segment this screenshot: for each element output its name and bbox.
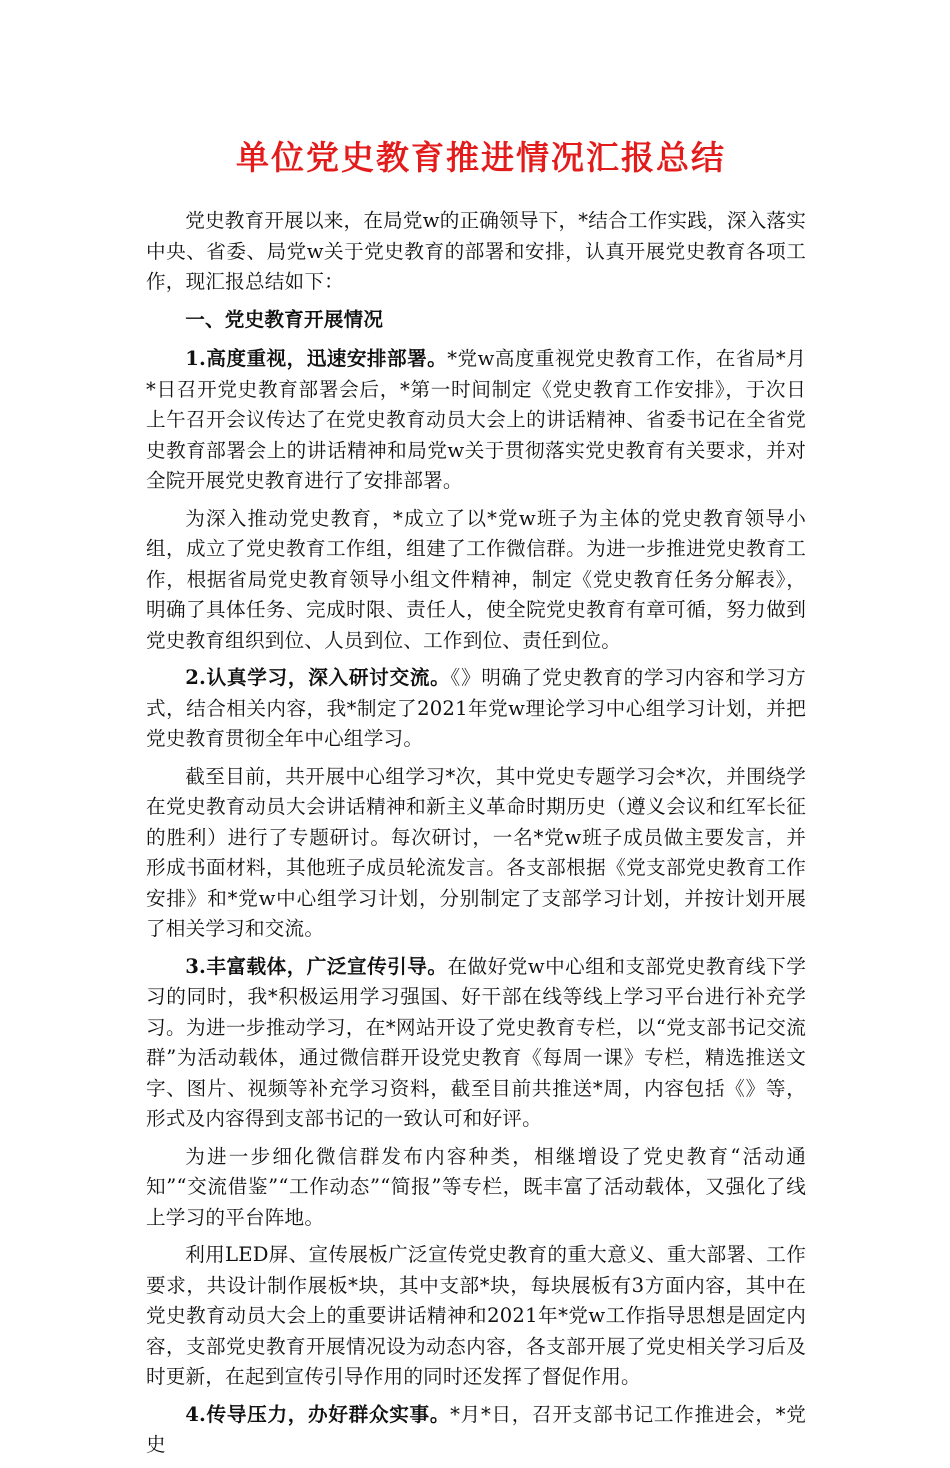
item-3-lead: 3.丰富载体，广泛宣传引导。 bbox=[185, 954, 448, 978]
paragraph-4: 截至目前，共开展中心组学习*次，其中党史专题学习会*次，并围绕学在党史教育动员大会讲话精神和新主义革命时期历史（遵义会议和红军长征的胜利）进行了专题研讨。每次研讨，一名*党w班子成员做主要发言，并形成书面材料，其他班子成员轮流发言。各支部根据《党支部党史教育工作安排》和*党w中心组学习计划，分别制定了支部学习计划，并按计划开展了相关学习和交流。 bbox=[146, 764, 806, 940]
paragraph-6: 为进一步细化微信群发布内容种类，相继增设了党史教育“活动通知”“交流借鉴”“工作动态”“简报”等专栏，既丰富了活动载体，又强化了线上学习的平台阵地。 bbox=[146, 1144, 806, 1229]
item-2-lead: 2.认真学习，深入研讨交流。 bbox=[185, 666, 451, 689]
item-1-lead: 1.高度重视，迅速安排部署。 bbox=[185, 347, 448, 370]
document-title: 单位党史教育推进情况汇报总结 bbox=[236, 138, 726, 177]
section-heading-1: 一、党史教育开展情况 bbox=[185, 307, 384, 331]
item-4-text: *月*日，召开支部书记工作推进会，*党史 bbox=[146, 1402, 806, 1456]
document-page bbox=[146, 126, 806, 1468]
item-2-text: 《》明确了党史教育的学习内容和学习方式，结合相关内容，我*制定了2021年党w理论学习中心组学习计划，并把党史教育贯彻全年中心组学习。 bbox=[146, 666, 806, 750]
item-3-paragraph bbox=[146, 952, 806, 1135]
paragraph-2: 为深入推动党史教育，*成立了以*党w班子为主体的党史教育领导小组，成立了党史教育工作组，组建了工作微信群。为进一步推进党史教育工作，根据省局党史教育领导小组文件精神，制定《党史教育任务分解表》，明确了具体任务、完成时限、责任人，使全院党史教育有章可循，努力做到党史教育组织到位、人员到位、工作到位、责任到位。 bbox=[146, 506, 806, 652]
intro-paragraph: 党史教育开展以来，在局党w的正确领导下，*结合工作实践，深入落实中央、省委、局党w关于党史教育的部署和安排，认真开展党史教育各项工作，现汇报总结如下： bbox=[146, 209, 806, 293]
item-1-paragraph bbox=[146, 344, 806, 497]
paragraph-7: 利用LED屏、宣传展板广泛宣传党史教育的重大意义、重大部署、工作要求，共设计制作展板*块，其中支部*块，每块展板有3方面内容，其中在党史教育动员大会上的重要讲话精神和2021年*党w工作指导思想是固定内容，支部党史教育开展情况设为动态内容，各支部开展了党史相关学习后及时更新，在起到宣传引导作用的同时还发挥了督促作用。 bbox=[146, 1243, 806, 1388]
item-2-paragraph bbox=[146, 663, 806, 755]
item-4-paragraph bbox=[146, 1400, 806, 1461]
item-1-text: *党w高度重视党史教育工作，在省局*月*日召开党史教育部署会后，*第一时间制定《党史教育工作安排》，于次日上午召开会议传达了在党史教育动员大会上的讲话精神、省委书记在全省党史教育部署会上的讲话精神和局党w关于贯彻落实党史教育有关要求，并对全院开展党史教育进行了安排部署。 bbox=[146, 347, 806, 492]
item-3-text: 在做好党w中心组和支部党史教育线下学习的同时，我*积极运用学习强国、好干部在线等线上学习平台进行补充学习。为进一步推动学习，在*网站开设了党史教育专栏，以“党支部书记交流群”为活动载体，通过微信群开设党史教育《每周一课》专栏，精选推送文字、图片、视频等补充学习资料，截至目前共推送*周，内容包括《》等，形式及内容得到支部书记的一致认可和好评。 bbox=[146, 954, 806, 1130]
item-4-lead: 4.传导压力，办好群众实事。 bbox=[185, 1402, 451, 1426]
